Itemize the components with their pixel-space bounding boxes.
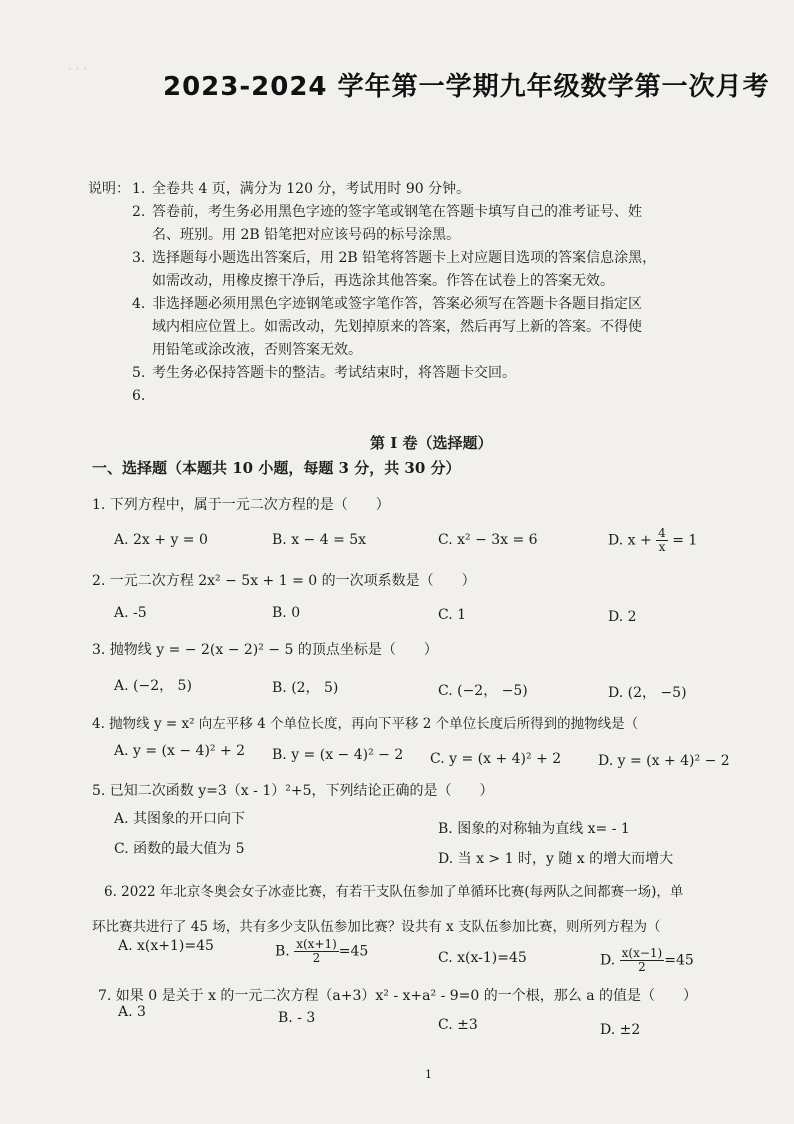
- option-c: C. ±3: [438, 1017, 478, 1033]
- option-a: A. (−2， 5): [114, 678, 192, 694]
- option-b: B. $\frac{x(x+1)}{2}$ =45: [275, 937, 369, 965]
- instructions: [88, 178, 708, 408]
- fraction: $\frac{x(x+1)}{2}$: [296, 937, 337, 965]
- instructions-label: 说明：: [88, 181, 130, 197]
- question-6: 6. 2022 年北京冬奥会女子冰壶比赛，有若干支队伍参加了单循环比赛(每两队之间都赛一场)，单: [104, 884, 684, 900]
- option-a: A. 其图象的开口向下: [114, 811, 246, 827]
- option-d: D. 2: [608, 609, 637, 625]
- section-title: 第 I 卷（选择题）: [370, 434, 493, 452]
- part-title: 一、选择题（本题共 10 小题，每题 3 分，共 30 分）: [92, 459, 461, 477]
- option-c: C. x² − 3x = 6: [438, 532, 538, 548]
- question-1: 1. 下列方程中，属于一元二次方程的是（ ）: [92, 497, 390, 513]
- option-c: C. 函数的最大值为 5: [114, 841, 245, 857]
- option-a: A. 2x + y = 0: [114, 532, 208, 548]
- option-c: C. (−2， −5): [438, 683, 528, 699]
- option-c: C. x(x-1)=45: [438, 950, 527, 966]
- question-5: 5. 已知二次函数 y=3（x - 1）²+5，下列结论正确的是（ ）: [92, 783, 494, 799]
- option-b: B. x − 4 = 5x: [272, 532, 367, 548]
- instruction-item: 6.: [132, 388, 146, 404]
- fraction: $\frac{x(x-1)}{2}$: [621, 946, 663, 974]
- question-4: 4. 抛物线 y = x² 向左平移 4 个单位长度，再向下平移 2 个单位长度后所得到的抛物线是（: [92, 716, 639, 732]
- fraction: $\frac{4}{x}$: [658, 526, 666, 554]
- option-b: B. 图象的对称轴为直线 x= - 1: [438, 821, 630, 837]
- instruction-line: 域内相应位置上。如需改动，先划掉原来的答案，然后再写上新的答案。不得使: [152, 319, 642, 335]
- question-7: 7. 如果 0 是关于 x 的一元二次方程（a+3）x² - x+a² - 9=0 的一个根，那么 a 的值是（ ）: [98, 988, 697, 1004]
- instruction-item: 3. 选择题每小题选出答案后，用 2B 铅笔将答题卡上对应题目选项的答案信息涂黑，: [132, 250, 657, 266]
- instruction-item: 说明： 1. 全卷共 4 页，满分为 120 分，考试用时 90 分钟。: [88, 178, 708, 201]
- option-b: B. - 3: [278, 1010, 316, 1026]
- instruction-item: 2. 答卷前，考生务必用黑色字迹的签字笔或钢笔在答题卡填写自己的准考证号、姓: [132, 204, 642, 220]
- option-d: D. x + $\frac{4}{x}$ = 1: [608, 526, 698, 554]
- option-d: D. y = (x + 4)² − 2: [598, 753, 730, 769]
- instruction-item: 5. 考生务必保持答题卡的整洁。考试结束时，将答题卡交回。: [132, 365, 516, 381]
- option-d: D. 当 x > 1 时，y 随 x 的增大而增大: [438, 851, 674, 867]
- question-6-cont: 环比赛共进行了 45 场，共有多少支队伍参加比赛？设共有 x 支队伍参加比赛，则所列方程为（: [92, 919, 661, 935]
- instruction-item: 4. 非选择题必须用黑色字迹钢笔或签字笔作答，答案必须写在答题卡各题目指定区: [132, 296, 642, 312]
- option-c: C. 1: [438, 607, 467, 623]
- question-3: 3. 抛物线 y = − 2(x − 2)² − 5 的顶点坐标是（ ）: [92, 642, 438, 658]
- page-number: 1: [425, 1068, 432, 1081]
- option-a: A. -5: [114, 605, 147, 621]
- option-b: B. (2， 5): [272, 680, 339, 696]
- option-a: A. y = (x − 4)² + 2: [114, 743, 246, 759]
- option-a: A. 3: [118, 1004, 146, 1020]
- option-c: C. y = (x + 4)² + 2: [430, 751, 562, 767]
- option-b: B. y = (x − 4)² − 2: [272, 747, 404, 763]
- bleed-through-text: · · ·: [68, 62, 88, 76]
- question-2: 2. 一元二次方程 2x² − 5x + 1 = 0 的一次项系数是（ ）: [92, 573, 476, 589]
- option-d: D. ±2: [600, 1022, 641, 1038]
- option-a: A. x(x+1)=45: [118, 938, 214, 954]
- option-d: D. (2， −5): [608, 685, 687, 701]
- option-d: D. $\frac{x(x-1)}{2}$ =45: [600, 946, 694, 974]
- instruction-line: 如需改动，用橡皮擦干净后，再选涂其他答案。作答在试卷上的答案无效。: [152, 273, 614, 289]
- option-b: B. 0: [272, 605, 301, 621]
- instruction-line: 用铅笔或涂改液，否则答案无效。: [152, 342, 362, 358]
- exam-title: 2023-2024 学年第一学期九年级数学第一次月考: [163, 72, 770, 102]
- instruction-line: 名、班别。用 2B 铅笔把对应该号码的标号涂黑。: [152, 227, 461, 243]
